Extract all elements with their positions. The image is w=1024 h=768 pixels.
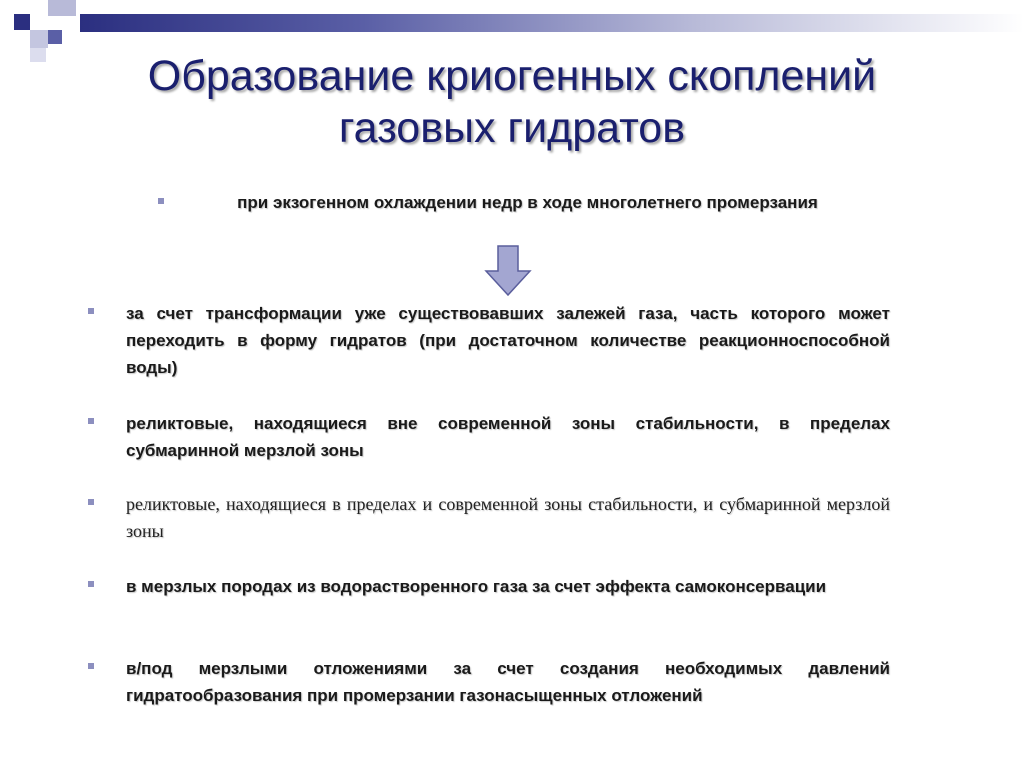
title-line-1: Образование криогенных скоплений bbox=[147, 52, 877, 100]
list-item-text: в/под мерзлыми отложениями за счет создания необходимых давлений гидратообразования при промерзании газонасыщенных отложений bbox=[126, 659, 890, 705]
square-bullet-icon bbox=[88, 308, 94, 314]
corner-square-light bbox=[48, 0, 76, 16]
arrow-down-icon bbox=[483, 245, 533, 297]
list-item-text: в мерзлых породах из водорастворенного газа за счет эффекта самоконсервации bbox=[126, 577, 827, 596]
list-item bbox=[88, 410, 890, 464]
square-bullet-icon bbox=[88, 418, 94, 424]
list-item bbox=[88, 573, 890, 600]
list-item bbox=[88, 491, 890, 545]
page-title bbox=[40, 50, 984, 154]
list-item bbox=[88, 655, 890, 709]
intro-text: при экзогенном охлаждении недр в ходе многолетнего промерзания bbox=[237, 193, 818, 212]
corner-square-dark bbox=[14, 14, 30, 30]
list-item-text: реликтовые, находящиеся в пределах и современной зоны стабильности, и субмаринной мерзлой зоны bbox=[126, 494, 890, 541]
list-item-text: за счет трансформации уже существовавших залежей газа, часть которого может переходить в форму гидратов (при достаточном количестве реакционноспособной воды) bbox=[126, 304, 890, 377]
list-item bbox=[88, 300, 890, 381]
corner-square-dark bbox=[48, 30, 62, 44]
square-bullet-icon bbox=[88, 581, 94, 587]
header-gradient-bar bbox=[80, 14, 1024, 32]
square-bullet-icon bbox=[88, 499, 94, 505]
title-line-2: газовых гидратов bbox=[338, 104, 686, 152]
square-bullet-icon bbox=[88, 663, 94, 669]
corner-square-light bbox=[30, 30, 48, 48]
list-item-text: реликтовые, находящиеся вне современной зоны стабильности, в пределах субмаринной мерзлой зоны bbox=[126, 414, 890, 460]
square-bullet-icon bbox=[158, 198, 164, 204]
intro-bullet bbox=[155, 190, 860, 215]
